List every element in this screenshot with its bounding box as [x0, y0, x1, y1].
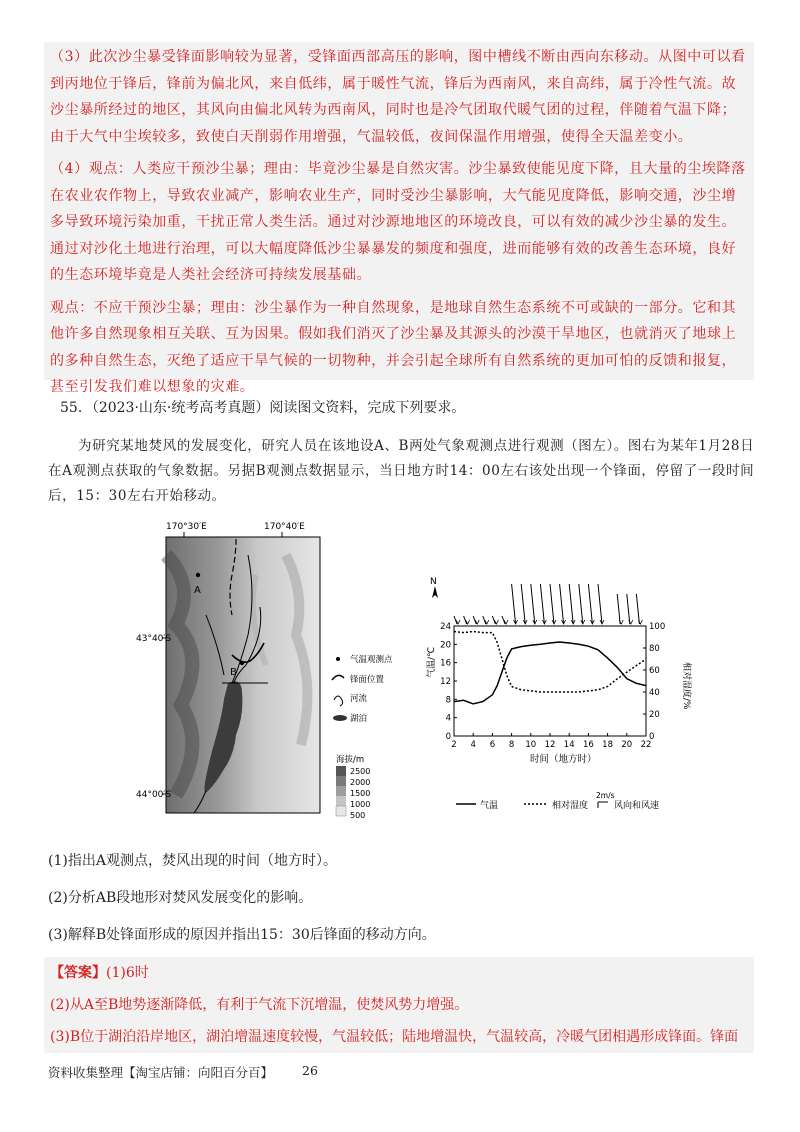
wind-arrow	[588, 584, 592, 624]
sub-question-1: (1)指出A观测点，焚风出现的时间（地方时）。	[48, 853, 337, 869]
wind-arrow	[627, 594, 630, 624]
legend-lake: 湖泊	[350, 714, 368, 724]
x-axis-title: 时间（地方时）	[530, 754, 597, 765]
map-legend	[330, 652, 410, 824]
chart-legend	[452, 790, 702, 814]
wind-arrow	[521, 584, 525, 624]
lon-label-2: 170°40′E	[264, 522, 305, 532]
y-left-tick-label: 12	[440, 677, 451, 687]
answer-1: (1)6时	[106, 965, 149, 981]
x-tick-label: 6	[489, 740, 496, 750]
y-left-tick-label: 20	[440, 640, 451, 651]
wind-arrow	[473, 616, 476, 624]
wind-arrow	[560, 584, 564, 624]
y-left-tick-label: 16	[440, 658, 451, 669]
answer-paragraph-5: 观点：不应干预沙尘暴；理由：沙尘暴作为一种自然现象，是地球自然生态系统不可或缺的一部分。它和其他许多自然现象相互关联、互为因果。假如我们消灭了沙尘暴及其源头的沙漠干旱地区，也就消灭了地球上的多种自然生态，灭绝了适应干旱气候的一切物种，并会引起全球所有自然系统的更加可怕的反馈和报复，甚至引发我们难以想象的灾难。	[50, 299, 737, 395]
humidity-line	[454, 632, 646, 693]
elev-500: 500	[350, 811, 366, 820]
weather-chart	[418, 570, 698, 790]
sub-question-2: (2)分析AB段地形对焚风发展变化的影响。	[48, 890, 313, 906]
sub-question-3: (3)解释B处锋面形成的原因并指出15：30后锋面的移动方向。	[48, 927, 436, 943]
x-tick-label: 12	[544, 740, 556, 750]
legend-station: 气温观测点	[350, 655, 393, 665]
x-tick-label: 4	[470, 740, 476, 750]
wind-arrow	[550, 584, 554, 624]
y-left-tick-label: 8	[445, 695, 451, 706]
x-tick-label: 10	[525, 740, 537, 750]
question-header: 55．（2023·山东·统考高考真题）阅读图文资料，完成下列要求。	[60, 400, 466, 416]
answer-paragraph-4: （4）观点：人类应干预沙尘暴；理由：毕竟沙尘暴是自然灾害。沙尘暴致使能见度下降，且大量的尘埃降落在农业农作物上，导致农业减产，影响农业生产，同时受沙尘暴影响，大气能见度降低，影响交通，沙尘增多导致环境污染加重，干扰正常人类生活。通过对沙源地地区的环境改良，可以有效的减少沙尘暴的发生。 通过对沙化土地进行治理，可以大幅度降低沙尘暴暴发的频度和强度，进而能够有效的改善生态环境，良好的生态环境毕竟是人类社会经济可持续发展基础。	[50, 161, 746, 283]
elev-1000: 1000	[350, 800, 371, 809]
legend-wind-scale: 2m/s	[596, 791, 615, 800]
wind-arrow	[636, 594, 639, 624]
legend-humidity: 相对湿度	[552, 801, 589, 811]
north-label: N	[430, 577, 437, 587]
answer-paragraph-3: （3）此次沙尘暴受锋面影响较为显著，受锋面西部高压的影响，图中槽线不断由西向东移动。从图中可以看到丙地位于锋后，锋前为偏北风，来自低纬，属于暖性气流，锋后为西南风，来自高纬，属于冷性气流。故沙尘暴所经过的地区，其风向由偏北风转为西南风，同时也是冷气团取代暖气团的过程，伴随着气温下降；由于大气中尘埃较多，致使白天削弱作用增强，气温较低，夜间保温作用增强，使得全天温差变小。	[50, 49, 746, 145]
station-b-label: B	[230, 667, 237, 678]
x-tick-label: 16	[582, 740, 594, 750]
wind-arrow	[492, 616, 495, 624]
temperature-line	[454, 642, 646, 704]
y-right-tick-label: 60	[649, 666, 660, 676]
answer-2: (2)从A至B地势逐渐降低，有利于气流下沉增温，使焚风势力增强。	[50, 997, 469, 1013]
station-a-label: A	[194, 585, 201, 596]
answer-box-top	[44, 42, 754, 395]
y-right-tick-label: 0	[649, 732, 655, 742]
answer-box-bottom	[44, 957, 754, 1053]
wind-arrow	[617, 594, 620, 624]
wind-arrow	[454, 616, 457, 624]
wind-arrow	[598, 584, 602, 624]
wind-arrow	[569, 584, 573, 624]
page-number: 26	[302, 1063, 318, 1078]
y-left-tick-label: 0	[445, 732, 451, 742]
elev-title: 海拔/m	[336, 755, 365, 765]
x-tick-label: 18	[602, 740, 614, 750]
elev-1500: 1500	[350, 789, 371, 798]
y-left-tick-label: 24	[440, 622, 451, 632]
x-tick-label: 8	[508, 740, 515, 750]
legend-river: 河流	[350, 694, 368, 704]
legend-front: 锋面位置	[350, 675, 385, 685]
y-right-tick-label: 20	[649, 710, 660, 720]
wind-arrow	[502, 616, 505, 624]
y-right-tick-label: 80	[649, 644, 660, 654]
north-arrow-icon	[432, 586, 438, 598]
x-tick-label: 2	[451, 740, 457, 750]
wind-arrow	[540, 584, 544, 624]
lat-label-2: 44°00′S	[136, 790, 172, 800]
answer-3: (3)B位于湖泊沿岸地区，湖泊增温速度较慢，气温较低；陆地增温快，气温较高，冷暖气团相遇形成锋面。锋面	[50, 1029, 739, 1045]
legend-temperature: 气温	[480, 801, 499, 811]
y-axis-right-title: 相对湿度/%	[681, 662, 691, 710]
y-axis-left-title: 气温/℃	[427, 646, 437, 678]
station-a	[196, 573, 200, 577]
x-tick-label: 22	[640, 740, 652, 750]
wind-arrow	[464, 616, 467, 624]
wind-arrow	[579, 584, 583, 624]
question-intro: 为研究某地焚风的发展变化，研究人员在该地设A、B两处气象观测点进行观测（图左）。图右为某年1月28日在A观测点获取的气象数据。另据B观测点数据显示，当日地方时14：00左右该处出现一个锋面，停留了一段时间后，15：30左右开始移动。	[48, 438, 755, 504]
station-b	[240, 661, 244, 665]
y-right-tick-label: 40	[649, 688, 660, 698]
wind-arrow	[531, 584, 535, 624]
lat-label-1: 43°40′S	[136, 634, 172, 644]
footer-source: 资料收集整理【淘宝店铺：向阳百分百】	[48, 1065, 274, 1080]
legend-wind: 风向和风速	[614, 801, 660, 811]
elev-2500: 2500	[350, 767, 371, 776]
elev-2000: 2000	[350, 778, 371, 787]
wind-arrow	[512, 584, 516, 624]
answer-label: 【答案】	[50, 965, 106, 981]
x-tick-label: 20	[621, 740, 633, 750]
y-left-tick-label: 4	[445, 713, 451, 724]
y-right-tick-label: 100	[649, 622, 666, 632]
x-tick-label: 14	[563, 740, 575, 750]
lon-label-1: 170°30′E	[166, 522, 207, 532]
wind-arrow	[483, 616, 486, 624]
